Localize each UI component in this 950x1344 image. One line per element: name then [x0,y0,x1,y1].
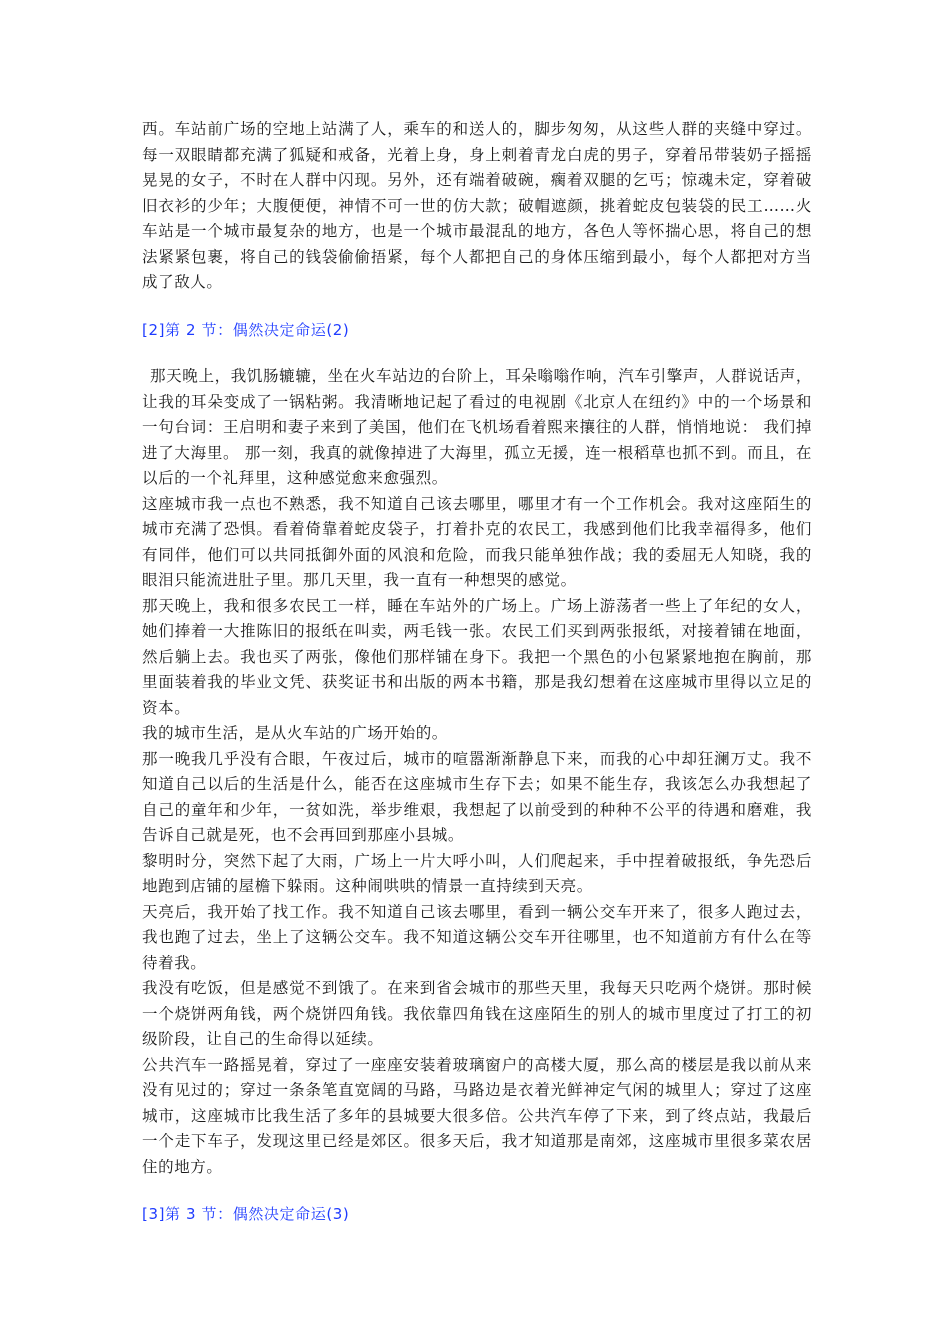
paragraph: 那天晚上，我饥肠辘辘，坐在火车站边的台阶上，耳朵嗡嗡作响，汽车引擎声，人群说话声，让我的耳朵变成了一锅粘粥。我清晰地记起了看过的电视剧《北京人在纽约》中的一个场景和一句台词：王启明和妻子来到了美国，他们在飞机场看着熙来攘往的人群，悄悄地说： 我们掉进了大海里。 那一刻，我真的就像掉进了大海里，孤立无援，连一根稻草也抓不到。而且，在以后的一个礼拜里，这种感觉愈来愈强烈。 [142,367,812,487]
paragraph: 这座城市我一点也不熟悉，我不知道自己该去哪里，哪里才有一个工作机会。我对这座陌生的城市充满了恐惧。看着倚靠着蛇皮袋子，打着扑克的农民工，我感到他们比我幸福得多，他们有同伴，他们可以共同抵御外面的风浪和危险，而我只能单独作战；我的委屈无人知晓，我的眼泪只能流进肚子里。那几天里，我一直有一种想哭的感觉。 [142,494,812,589]
spacer [142,343,812,364]
paragraph: 公共汽车一路摇晃着，穿过了一座座安装着玻璃窗户的高楼大厦，那么高的楼层是我以前从来没有见过的；穿过一条条笔直宽阔的马路，马路边是衣着光鲜神定气闲的城里人；穿过了这座城市，这座城市比我生活了多年的县城要大很多倍。公共汽车停了下来，到了终点站，我最后一个走下车子，发现这里已经是郊区。很多天后，我才知道那是南郊，这座城市里很多菜农居住的地方。 [142,1055,812,1176]
section-heading-3: [3]第 3 节：偶然决定命运(3) [142,1205,350,1223]
paragraph: 那天晚上，我和很多农民工一样，睡在车站外的广场上。广场上游荡者一些上了年纪的女人，她们捧着一大推陈旧的报纸在叫卖，两毛钱一张。农民工们买到两张报纸，对接着铺在地面，然后躺上去。我也买了两张，像他们那样铺在身下。我把一个黑色的小包紧紧地抱在胸前，那里面装着我的毕业文凭、获奖证书和出版的两本书籍，那是我幻想着在这座城市里得以立足的资本。 [142,596,812,717]
paragraph: 天亮后，我开始了找工作。我不知道自己该去哪里，看到一辆公交车开来了，很多人跑过去，我也跑了过去，坐上了这辆公交车。我不知道这辆公交车开往哪里，也不知道前方有什么在等待着我。 [142,902,812,972]
document-body [142,117,812,1228]
spacer [142,296,812,318]
paragraph: 那一晚我几乎没有合眼，午夜过后，城市的喧嚣渐渐静息下来，而我的心中却狂澜万丈。我不知道自己以后的生活是什么，能否在这座城市生存下去；如果不能生存，我该怎么办我想起了自己的童年和少年，一贫如洗，举步维艰，我想起了以前受到的种种不公平的待遇和磨难，我告诉自己就是死，也不会再回到那座小县城。 [142,749,812,844]
paragraph: 西。车站前广场的空地上站满了人，乘车的和送人的，脚步匆匆，从这些人群的夹缝中穿过。每一双眼睛都充满了狐疑和戒备，光着上身，身上刺着青龙白虎的男子，穿着吊带装奶子摇摇晃晃的女子，不时在人群中闪现。另外，还有端着破碗，瘸着双腿的乞丐；惊魂未定，穿着破旧衣衫的少年；大腹便便，神情不可一世的仿大款；破帽遮颜，挑着蛇皮包装袋的民工……火车站是一个城市最复杂的地方，也是一个城市最混乱的地方，各色人等怀揣心思，将自己的想法紧紧包裹，将自己的钱袋偷偷捂紧，每个人都把自己的身体压缩到最小，每个人都把对方当成了敌人。 [142,120,812,291]
paragraph: 我没有吃饭，但是感觉不到饿了。在来到省会城市的那些天里，我每天只吃两个烧饼。那时候一个烧饼两角钱，两个烧饼四角钱。我依靠四角钱在这座陌生的别人的城市里度过了打工的初级阶段，让自己的生命得以延续。 [142,979,812,1048]
spacer [142,1180,812,1202]
paragraph: 黎明时分，突然下起了大雨，广场上一片大呼小叫，人们爬起来，手中捏着破报纸，争先恐后地跑到店铺的屋檐下躲雨。这种闹哄哄的情景一直持续到天亮。 [142,851,812,895]
paragraph: 我的城市生活，是从火车站的广场开始的。 [142,724,448,742]
section-heading-2: [2]第 2 节：偶然决定命运(2) [142,320,350,339]
